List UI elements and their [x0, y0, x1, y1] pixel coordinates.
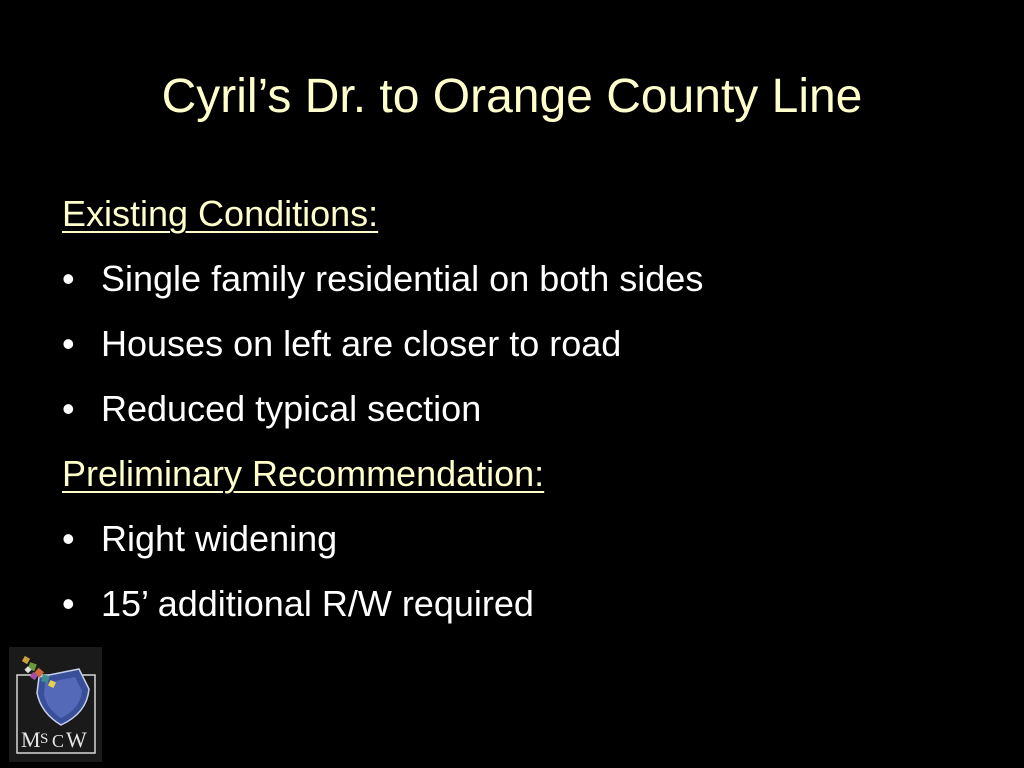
bullet-item — [62, 320, 1002, 385]
slide-title: Cyril’s Dr. to Orange County Line — [161, 70, 863, 123]
bullet-item — [62, 255, 1002, 320]
bullet-icon: • — [62, 518, 75, 559]
bullet-icon: • — [62, 388, 75, 429]
bullet-text: Reduced typical section — [101, 388, 482, 429]
svg-text:M: M — [21, 727, 41, 752]
section-heading-existing-conditions: Existing Conditions: — [62, 193, 379, 234]
section-heading-preliminary-recommendation: Preliminary Recommendation: — [62, 453, 545, 494]
bullet-text: 15’ additional R/W required — [101, 583, 534, 624]
mscw-shield-logo-icon — [9, 647, 102, 762]
bullet-icon: • — [62, 583, 75, 624]
bullet-item — [62, 580, 1002, 645]
mscw-logo — [9, 647, 102, 762]
bullet-text: Single family residential on both sides — [101, 258, 704, 299]
svg-text:C: C — [52, 731, 65, 751]
bullet-icon: • — [62, 258, 75, 299]
bullet-text: Right widening — [101, 518, 338, 559]
svg-text:W: W — [66, 727, 87, 752]
bullet-item — [62, 385, 1002, 450]
bullet-item — [62, 515, 1002, 580]
svg-text:S: S — [40, 731, 49, 747]
bullet-text: Houses on left are closer to road — [101, 323, 622, 364]
slide-body — [62, 190, 1002, 645]
bullet-icon: • — [62, 323, 75, 364]
